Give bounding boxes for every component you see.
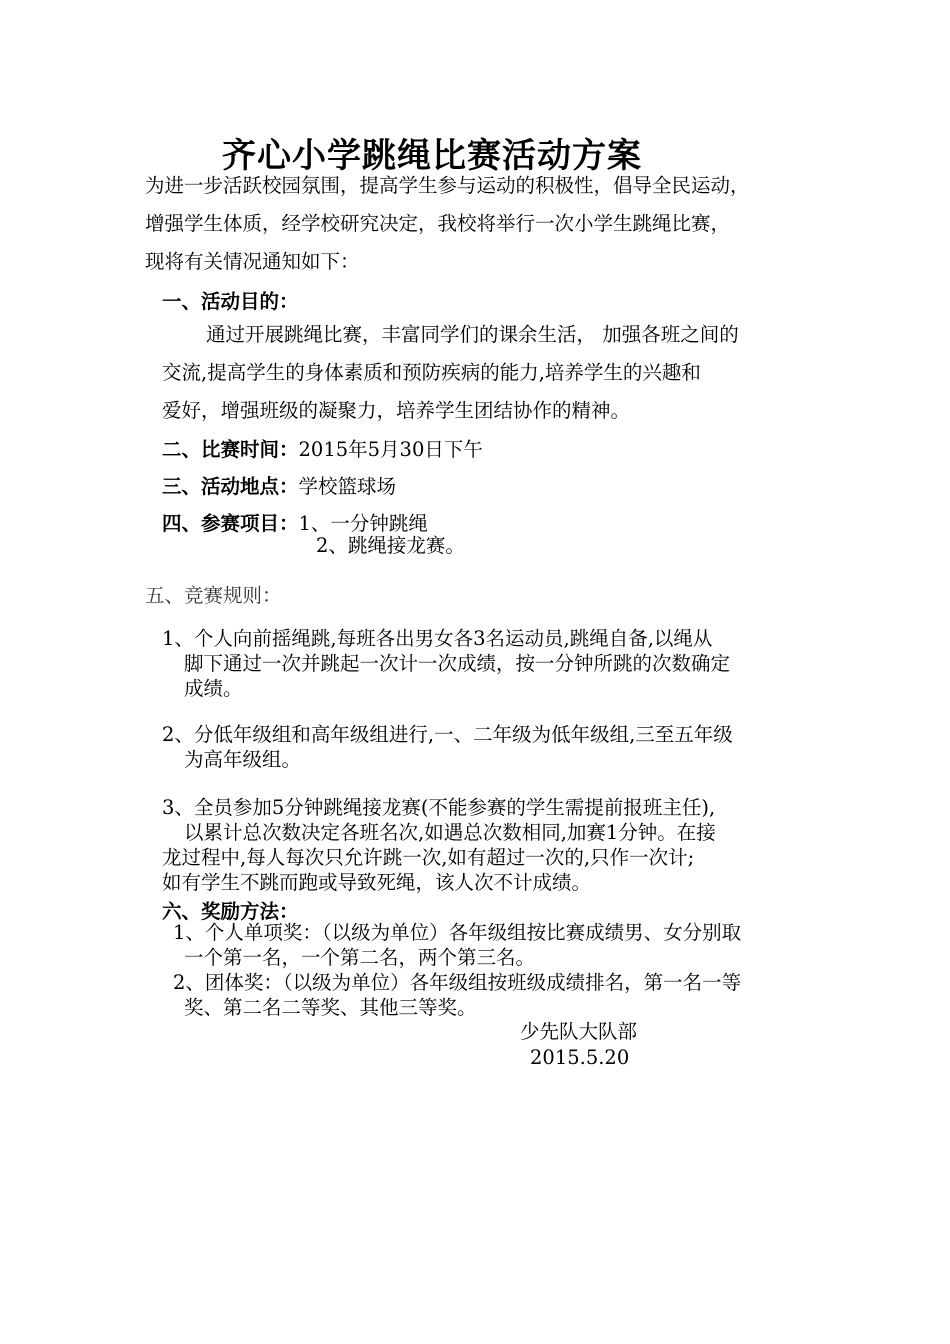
- section-3: [162, 471, 396, 500]
- section-2: [162, 434, 483, 463]
- section-2-value: 2015年5月30日下午: [298, 438, 483, 461]
- rule-3-line-1: 3、全员参加5分钟跳绳接龙赛(不能参赛的学生需提前报班主任),: [162, 796, 716, 819]
- section-3-heading: 三、活动地点：: [162, 475, 299, 498]
- section-1-line-1: 通过开展跳绳比赛，丰富同学们的课余生活， 加强各班之间的: [206, 323, 739, 346]
- award-1-line-2: 一个第一名，一个第二名，两个第三名。: [184, 946, 536, 969]
- document-title: 齐心小学跳绳比赛活动方案: [222, 136, 642, 176]
- rule-3-line-3: 龙过程中,每人每次只允许跳一次,如有超过一次的,只作一次计;: [162, 846, 695, 869]
- intro-line-1: 为进一步活跃校园氛围，提高学生参与运动的积极性，倡导全民运动，: [145, 174, 750, 197]
- intro-line-2: 增强学生体质，经学校研究决定，我校将举行一次小学生跳绳比赛，: [145, 212, 731, 235]
- rule-1-line-3: 成绩。: [184, 677, 243, 700]
- intro-line-3: 现将有关情况通知如下：: [145, 250, 360, 273]
- section-3-value: 学校篮球场: [298, 475, 397, 498]
- rule-2-line-1: 2、分低年级组和高年级组进行,一、二年级为低年级组,三至五年级: [162, 723, 733, 746]
- section-6-heading: 六、奖励方法：: [162, 900, 299, 923]
- section-4-heading: 四、参赛项目：: [162, 512, 299, 535]
- award-1-line-1: 1、个人单项奖：（以级为单位）各年级组按比赛成绩男、女分别取: [173, 921, 742, 944]
- section-2-heading: 二、比赛时间：: [162, 438, 299, 461]
- signature-date: 2015.5.20: [530, 1046, 630, 1069]
- award-2-line-2: 奖、第二名二等奖、其他三等奖。: [184, 996, 477, 1019]
- signature-org: 少先队大队部: [520, 1020, 638, 1043]
- section-4-item-1: 1、一分钟跳绳: [298, 512, 428, 535]
- section-1-line-2: 交流,提高学生的身体素质和预防疾病的能力,培养学生的兴趣和: [162, 361, 701, 384]
- section-1-line-3: 爱好，增强班级的凝聚力，培养学生团结协作的精神。: [162, 399, 631, 422]
- section-1-heading: 一、活动目的：: [162, 290, 299, 313]
- rule-2-line-2: 为高年级组。: [184, 748, 302, 771]
- rule-1-line-1: 1、个人向前摇绳跳,每班各出男女各3名运动员,跳绳自备,以绳从: [162, 627, 713, 650]
- rule-3-line-4: 如有学生不跳而跑或导致死绳，该人次不计成绩。: [162, 871, 592, 894]
- award-2-line-1: 2、团体奖：（以级为单位）各年级组按班级成绩排名，第一名一等: [173, 971, 742, 994]
- section-5-heading: 五、竞赛规则：: [145, 584, 282, 607]
- section-4-item-2: 2、跳绳接龙赛。: [316, 534, 465, 557]
- rule-1-line-2: 脚下通过一次并跳起一次计一次成绩，按一分钟所跳的次数确定: [184, 652, 731, 675]
- rule-3-line-2: 以累计总次数决定各班名次,如遇总次数相同,加赛1分钟。在接: [184, 821, 716, 844]
